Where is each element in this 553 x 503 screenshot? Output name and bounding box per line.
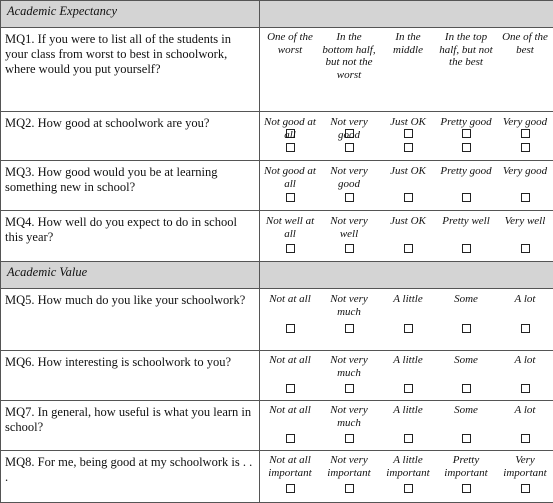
- answer-option: [320, 451, 378, 502]
- answer-option: [437, 161, 495, 210]
- answer-option-label: Just OK: [379, 116, 437, 129]
- answer-checkbox[interactable]: [462, 384, 471, 393]
- answer-checkbox[interactable]: [521, 484, 530, 493]
- answer-option: [379, 451, 437, 502]
- answer-option: [496, 211, 553, 261]
- answer-option-label: Not very much: [320, 293, 378, 318]
- answer-option: [379, 351, 437, 400]
- answer-option: [437, 112, 495, 160]
- answer-option: [320, 401, 378, 450]
- answer-checkbox[interactable]: [286, 324, 295, 333]
- answer-option: [320, 211, 378, 261]
- answer-checkbox[interactable]: [462, 484, 471, 493]
- answer-option-label: Not very much: [320, 404, 378, 429]
- answer-option: [261, 211, 319, 261]
- answer-option: [437, 351, 495, 400]
- question-row-mq5: [1, 289, 553, 351]
- answer-option-label: Pretty good: [437, 165, 495, 178]
- answer-option-label: Not good at all: [261, 165, 319, 190]
- answer-checkbox[interactable]: [286, 434, 295, 443]
- answer-checkbox[interactable]: [286, 244, 295, 253]
- question-row-mq6: [1, 351, 553, 401]
- answer-option: [379, 161, 437, 210]
- answer-option: [320, 112, 378, 160]
- answer-checkbox[interactable]: [462, 434, 471, 443]
- answer-checkbox[interactable]: [345, 193, 354, 202]
- answer-option-label: Very good: [496, 116, 553, 129]
- answer-option-label: Not very good: [320, 165, 378, 190]
- answer-checkbox[interactable]: [345, 434, 354, 443]
- answer-checkbox[interactable]: [462, 143, 471, 152]
- question-text: MQ6. How interesting is schoolwork to you?: [1, 351, 260, 401]
- answer-option: [261, 401, 319, 450]
- answer-checkbox[interactable]: [345, 244, 354, 253]
- answer-option: [437, 211, 495, 261]
- answer-option-label: Some: [437, 404, 495, 417]
- answer-option-label: Just OK: [379, 215, 437, 228]
- question-text: MQ3. How good would you be at learning something new in school?: [1, 161, 260, 211]
- answer-option: [437, 401, 495, 450]
- answer-option-label: Some: [437, 293, 495, 306]
- answer-checkbox[interactable]: [404, 384, 413, 393]
- question-row-mq1: [1, 28, 553, 112]
- answer-option: [261, 28, 319, 111]
- answer-option-label: A lot: [496, 293, 553, 306]
- answer-option-label: A little: [379, 404, 437, 417]
- answer-option: [320, 28, 378, 111]
- question-text: MQ7. In general, how useful is what you learn in school?: [1, 401, 260, 451]
- answer-option: [261, 112, 319, 160]
- answer-option: [320, 289, 378, 350]
- answer-checkbox[interactable]: [404, 193, 413, 202]
- answer-checkbox[interactable]: [521, 434, 530, 443]
- answer-option: [496, 161, 553, 210]
- answer-option-label: Not very well: [320, 215, 378, 240]
- answer-checkbox[interactable]: [521, 324, 530, 333]
- question-row-mq3: [1, 161, 553, 211]
- answer-option-label: A little: [379, 354, 437, 367]
- answer-option: [496, 451, 553, 502]
- answer-option-label: Just OK: [379, 165, 437, 178]
- question-text: MQ2. How good at schoolwork are you?: [1, 112, 260, 161]
- section-title: Academic Expectancy: [1, 1, 260, 28]
- answer-option-label: Pretty good: [437, 116, 495, 129]
- section-header-academic-expectancy: [1, 1, 553, 28]
- answer-option: [261, 351, 319, 400]
- answer-checkbox[interactable]: [462, 244, 471, 253]
- section-title: Academic Value: [1, 262, 260, 289]
- question-text: MQ1. If you were to list all of the students in your class from worst to best in schoolwork, where would you put yourself?: [1, 28, 260, 112]
- answer-checkbox[interactable]: [345, 384, 354, 393]
- answer-option-label: Not very much: [320, 354, 378, 379]
- answer-option-label: Not at all: [261, 404, 319, 417]
- answer-option-label: Very well: [496, 215, 553, 228]
- answer-option-label: Very good: [496, 165, 553, 178]
- answer-option: [379, 112, 437, 160]
- answer-checkbox[interactable]: [521, 384, 530, 393]
- answer-checkbox[interactable]: [462, 324, 471, 333]
- answer-option: [496, 112, 553, 160]
- answer-option-label: Not well at all: [261, 215, 319, 240]
- answer-option-label: Pretty well: [437, 215, 495, 228]
- answer-option-label: One of the worst: [261, 31, 319, 56]
- answer-option: [379, 28, 437, 111]
- answer-option: [437, 451, 495, 502]
- answer-option-label: Very important: [496, 454, 553, 479]
- answer-checkbox[interactable]: [404, 143, 413, 152]
- answer-option: [261, 289, 319, 350]
- answer-option-label: A lot: [496, 404, 553, 417]
- answer-option: [379, 289, 437, 350]
- answer-option: [437, 28, 495, 111]
- answer-checkbox[interactable]: [404, 434, 413, 443]
- answer-checkbox[interactable]: [521, 244, 530, 253]
- answer-checkbox[interactable]: [404, 324, 413, 333]
- answer-option-label: Not at all important: [261, 454, 319, 479]
- answer-option-label: In the middle: [379, 31, 437, 56]
- answer-checkbox[interactable]: [345, 324, 354, 333]
- answer-option-label: Not at all: [261, 354, 319, 367]
- question-row-mq2: [1, 112, 553, 161]
- answer-option-label: A little important: [379, 454, 437, 479]
- answer-option-label: Not very important: [320, 454, 378, 479]
- answer-option: [261, 161, 319, 210]
- answer-checkbox[interactable]: [345, 484, 354, 493]
- answer-checkbox[interactable]: [286, 384, 295, 393]
- answer-option-label: One of the best: [496, 31, 553, 56]
- question-text: MQ5. How much do you like your schoolwork?: [1, 289, 260, 351]
- answer-option: [496, 401, 553, 450]
- answer-option: [320, 351, 378, 400]
- answer-option: [496, 289, 553, 350]
- answer-option-label: Pretty important: [437, 454, 495, 479]
- answer-checkbox[interactable]: [521, 143, 530, 152]
- question-row-mq8: [1, 451, 553, 503]
- answer-option-label: Some: [437, 354, 495, 367]
- answer-option: [320, 161, 378, 210]
- answer-option: [496, 351, 553, 400]
- answer-checkbox[interactable]: [404, 244, 413, 253]
- answer-option: [261, 451, 319, 502]
- answer-checkbox[interactable]: [286, 193, 295, 202]
- answer-option-label: Not at all: [261, 293, 319, 306]
- answer-option-label: Not very good: [320, 116, 378, 141]
- answer-option-label: A lot: [496, 354, 553, 367]
- section-header-academic-value: [1, 262, 553, 289]
- question-text: MQ8. For me, being good at my schoolwork is . . .: [1, 451, 260, 503]
- answer-option-label: In the bottom half, but not the worst: [320, 31, 378, 81]
- answer-option: [379, 211, 437, 261]
- answer-checkbox[interactable]: [462, 193, 471, 202]
- answer-checkbox[interactable]: [521, 193, 530, 202]
- answer-option: [379, 401, 437, 450]
- answer-option: [496, 28, 553, 111]
- answer-option-label: Not good at all: [261, 116, 319, 141]
- answer-option-label: In the top half, but not the best: [437, 31, 495, 69]
- answer-checkbox[interactable]: [404, 484, 413, 493]
- answer-option-label: A little: [379, 293, 437, 306]
- answer-checkbox[interactable]: [286, 484, 295, 493]
- answer-checkbox[interactable]: [286, 143, 295, 152]
- question-text: MQ4. How well do you expect to do in school this year?: [1, 211, 260, 262]
- question-row-mq7: [1, 401, 553, 451]
- answer-checkbox[interactable]: [345, 143, 354, 152]
- question-row-mq4: [1, 211, 553, 262]
- answer-option: [437, 289, 495, 350]
